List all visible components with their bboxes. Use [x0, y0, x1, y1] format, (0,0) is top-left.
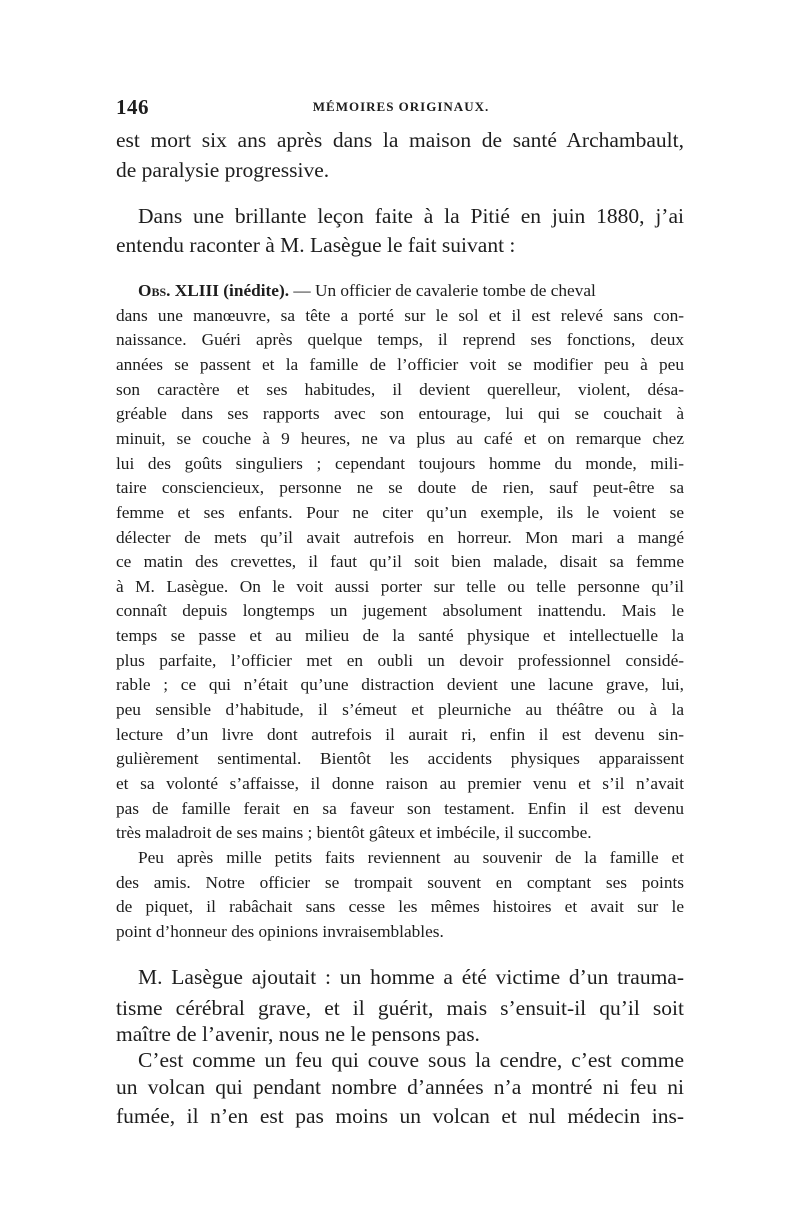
page-header: [116, 95, 686, 125]
observation-label: Obs.: [138, 281, 171, 300]
page-number: 146: [116, 95, 149, 119]
observation-line: dans une manœuvre, sa tête a porté sur le sol et il est relevé sans con-: [116, 306, 684, 325]
observation-line: plus parfaite, l’officier met en oubli un devoir professionnel considé-: [116, 651, 684, 670]
observation-title: XLIII (inédite).: [174, 281, 290, 300]
intro-line-2: de paralysie progressive.: [116, 158, 330, 182]
observation-para2-line: des amis. Notre officier se trompait souvent en comptant ses points: [116, 873, 684, 892]
closing-para1-line: maître de l’avenir, nous ne le pensons pas.: [116, 1022, 480, 1046]
observation-line: peu sensible d’habitude, il s’émeut et pleurniche au théâtre ou à la: [116, 700, 684, 719]
observation-para2-line: point d’honneur des opinions invraisemblables.: [116, 922, 444, 941]
observation-line: gulièrement sentimental. Bientôt les accidents physiques apparaissent: [116, 749, 684, 768]
observation-line: ce matin des crevettes, il faut qu’il soit bien malade, disait sa femme: [116, 552, 684, 571]
observation-line: naissance. Guéri après quelque temps, il reprend ses fonctions, deux: [116, 330, 684, 349]
observation-line: gréable dans ses rapports avec son entourage, lui qui se couchait à: [116, 404, 684, 423]
running-title: MÉMOIRES ORIGINAUX.: [312, 99, 490, 114]
closing-para1-line: M. Lasègue ajoutait : un homme a été victime d’un trauma-: [138, 965, 684, 989]
observation-line: à M. Lasègue. On le voit aussi porter sur telle ou telle personne qu’il: [116, 577, 684, 596]
closing-para1-line: tisme cérébral grave, et il guérit, mais s’ensuit-il qu’il soit: [116, 996, 684, 1020]
observation-line: années se passent et la famille de l’officier voit se modifier peu à peu: [116, 355, 684, 374]
observation-line: pas de famille ferait en sa faveur son testament. Enfin il est devenu: [116, 799, 684, 818]
observation-line: taire consciencieux, personne ne se doute de rien, sauf peut-être sa: [116, 478, 684, 497]
observation-line: lui des goûts singuliers ; cependant toujours homme du monde, mili-: [116, 454, 684, 473]
observation-line: rable ; ce qui n’était qu’une distraction devient une lacune grave, lui,: [116, 675, 684, 694]
observation-line: et sa volonté s’affaisse, il donne raison au premier venu et s’il n’avait: [116, 774, 684, 793]
observation-first-line: [138, 281, 684, 301]
observation-para2-line: de piquet, il rabâchait sans cesse les mêmes histoires et avait sur le: [116, 897, 684, 916]
observation-line: connaît depuis longtemps un jugement absolument inattendu. Mais le: [116, 601, 684, 620]
observation-line: temps se passe et au milieu de la santé physique et intellectuelle la: [116, 626, 684, 645]
observation-first-line-text: — Un officier de cavalerie tombe de cheval: [293, 281, 596, 300]
observation-line: très maladroit de ses mains ; bientôt gâteux et imbécile, il succombe.: [116, 823, 592, 842]
observation-line: minuit, se couche à 9 heures, ne va plus au café et on remarque chez: [116, 429, 684, 448]
observation-line: lecture d’un livre dont autrefois il aurait ri, enfin il est devenu sin-: [116, 725, 684, 744]
lecture-line-2: entendu raconter à M. Lasègue le fait suivant :: [116, 233, 516, 257]
closing-para2-line: un volcan qui pendant nombre d’années n’a montré ni feu ni: [116, 1075, 684, 1099]
lecture-line-1: Dans une brillante leçon faite à la Pitié en juin 1880, j’ai: [138, 204, 684, 228]
intro-line-1: est mort six ans après dans la maison de santé Archambault,: [116, 128, 684, 152]
closing-para2-line: fumée, il n’en est pas moins un volcan et nul médecin ins-: [116, 1104, 684, 1128]
observation-line: délecter de mets qu’il avait autrefois en horreur. Mon mari a mangé: [116, 528, 684, 547]
observation-para2-line: Peu après mille petits faits reviennent au souvenir de la famille et: [138, 848, 684, 867]
observation-line: son caractère et ses habitudes, il devient querelleur, violent, désa-: [116, 380, 684, 399]
closing-para2-line: C’est comme un feu qui couve sous la cendre, c’est comme: [138, 1048, 684, 1072]
observation-line: femme et ses enfants. Pour ne citer qu’un exemple, ils le voient se: [116, 503, 684, 522]
